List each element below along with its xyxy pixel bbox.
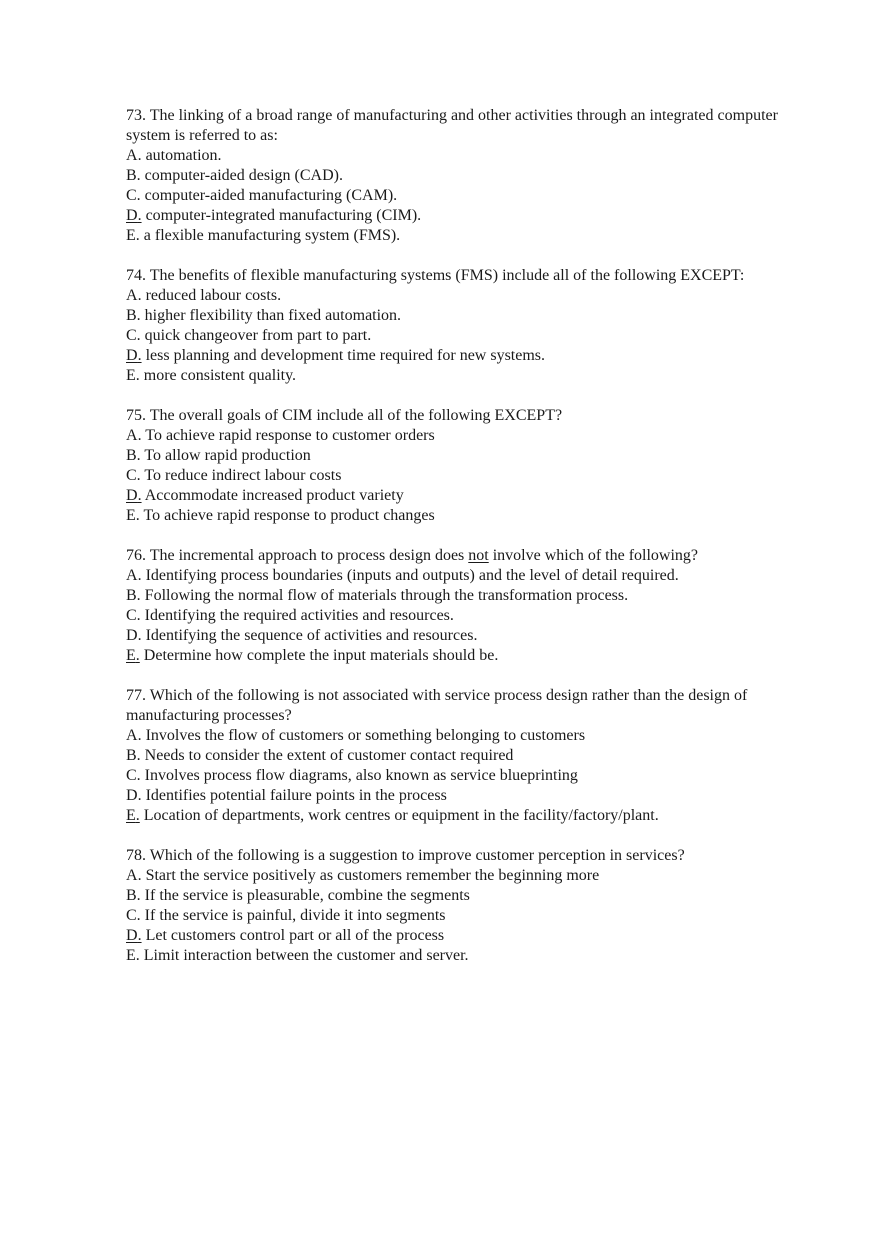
option-text: Involves process flow diagrams, also known as service blueprinting [144,767,578,784]
option-letter: D [126,627,138,644]
question-78 [126,846,806,966]
option-letter: E [126,507,136,524]
answer-option-c: C. If the service is painful, divide it into segments [126,907,446,924]
answer-option-e: E. a flexible manufacturing system (FMS). [126,227,401,244]
option-letter: A [126,287,138,304]
option-text: computer-aided manufacturing (CAM). [144,187,398,204]
question-sheet [126,106,806,986]
answer-option-b: B. To allow rapid production [126,447,311,464]
option-letter: C [126,327,137,344]
option-letter: E [126,647,136,664]
answer-option-d-correct: D. Let customers control part or all of the process [126,927,445,944]
question-75 [126,406,806,526]
option-letter: D [126,787,138,804]
option-text: computer-integrated manufacturing (CIM). [145,207,422,224]
answer-option-d-correct: D. Accommodate increased product variety [126,487,404,504]
answer-option-b: B. Needs to consider the extent of customer contact required [126,747,514,764]
option-letter: C [126,187,137,204]
question-stem: 76. The incremental approach to process design does not involve which of the following? [126,547,699,564]
option-text: Location of departments, work centres or equipment in the facility/factory/plant. [143,807,659,824]
option-letter: D [126,347,138,364]
option-letter: D [126,927,138,944]
question-73 [126,106,806,246]
option-letter: C [126,907,137,924]
option-letter: A [126,147,138,164]
answer-option-b: B. computer-aided design (CAD). [126,167,343,184]
answer-option-c: C. quick changeover from part to part. [126,327,372,344]
option-text: reduced labour costs. [145,287,282,304]
answer-option-c: C. To reduce indirect labour costs [126,467,342,484]
option-letter: A [126,567,138,584]
option-text: higher flexibility than fixed automation. [144,307,402,324]
option-letter: B [126,447,137,464]
option-letter: D [126,207,138,224]
answer-option-e-correct: E. Determine how complete the input materials should be. [126,647,499,664]
option-text: Determine how complete the input materials should be. [143,647,499,664]
option-text: less planning and development time required for new systems. [145,347,546,364]
option-letter: B [126,587,137,604]
option-text: To allow rapid production [144,447,311,464]
answer-option-a: A. To achieve rapid response to customer orders [126,427,435,444]
answer-option-a: A. Start the service positively as customers remember the beginning more [126,867,600,884]
option-text: more consistent quality. [143,367,297,384]
question-stem: 75. The overall goals of CIM include all of the following EXCEPT? [126,407,563,424]
question-stem: 78. Which of the following is a suggestion to improve customer perception in services? [126,847,685,864]
option-letter: E [126,367,136,384]
option-letter: D [126,487,138,504]
option-text: Involves the flow of customers or something belonging to customers [145,727,586,744]
answer-option-e-correct: E. Location of departments, work centres or equipment in the facility/factory/plant. [126,807,659,824]
option-text: If the service is painful, divide it into segments [144,907,446,924]
option-text: Accommodate increased product variety [144,487,404,504]
option-letter: A [126,727,138,744]
answer-option-e: E. Limit interaction between the customer and server. [126,947,469,964]
option-text: Following the normal flow of materials through the transformation process. [144,587,629,604]
question-74 [126,266,806,386]
answer-option-a: A. automation. [126,147,222,164]
option-letter: B [126,167,137,184]
option-letter: A [126,427,138,444]
option-text: computer-aided design (CAD). [144,167,343,184]
option-text: If the service is pleasurable, combine the segments [144,887,470,904]
option-letter: B [126,307,137,324]
answer-option-d: D. Identifying the sequence of activities and resources. [126,627,478,644]
answer-option-c: C. Involves process flow diagrams, also known as service blueprinting [126,767,578,784]
option-letter: B [126,747,137,764]
option-text: To achieve rapid response to customer orders [145,427,435,444]
option-text: Let customers control part or all of the process [145,927,445,944]
answer-option-b: B. higher flexibility than fixed automation. [126,307,402,324]
question-77 [126,686,806,826]
answer-option-d-correct: D. less planning and development time required for new systems. [126,347,546,364]
option-text: Identifying the sequence of activities and resources. [145,627,478,644]
option-text: Identifying the required activities and resources. [144,607,454,624]
answer-option-e: E. more consistent quality. [126,367,297,384]
option-letter: C [126,767,137,784]
option-text: To achieve rapid response to product changes [143,507,435,524]
option-text: Needs to consider the extent of customer contact required [144,747,514,764]
option-text: Start the service positively as customers remember the beginning more [145,867,600,884]
option-text: Limit interaction between the customer and server. [143,947,469,964]
answer-option-a: A. reduced labour costs. [126,287,282,304]
question-stem: 74. The benefits of flexible manufacturing systems (FMS) include all of the following EXCEPT: [126,267,745,284]
answer-option-d: D. Identifies potential failure points in the process [126,787,447,804]
option-text: To reduce indirect labour costs [144,467,342,484]
answer-option-e: E. To achieve rapid response to product changes [126,507,435,524]
option-text: quick changeover from part to part. [144,327,372,344]
option-letter: E [126,807,136,824]
answer-option-c: C. Identifying the required activities and resources. [126,607,454,624]
option-letter: B [126,887,137,904]
question-stem: 73. The linking of a broad range of manufacturing and other activities through an integrated computer system is referred to as: [126,107,778,144]
answer-option-d-correct: D. computer-integrated manufacturing (CIM). [126,207,422,224]
option-text: a flexible manufacturing system (FMS). [143,227,401,244]
option-letter: E [126,947,136,964]
option-text: automation. [145,147,222,164]
option-letter: E [126,227,136,244]
answer-option-b: B. If the service is pleasurable, combine the segments [126,887,470,904]
option-letter: C [126,467,137,484]
option-text: Identifying process boundaries (inputs and outputs) and the level of detail required. [145,567,679,584]
option-letter: C [126,607,137,624]
answer-option-a: A. Involves the flow of customers or something belonging to customers [126,727,586,744]
answer-option-a: A. Identifying process boundaries (inputs and outputs) and the level of detail required. [126,567,679,584]
emphasis-not: not [468,547,489,564]
option-text: Identifies potential failure points in the process [145,787,447,804]
question-76 [126,546,806,666]
answer-option-c: C. computer-aided manufacturing (CAM). [126,187,398,204]
option-letter: A [126,867,138,884]
question-stem: 77. Which of the following is not associated with service process design rather than the design of manufacturing processes? [126,687,748,724]
answer-option-b: B. Following the normal flow of materials through the transformation process. [126,587,629,604]
